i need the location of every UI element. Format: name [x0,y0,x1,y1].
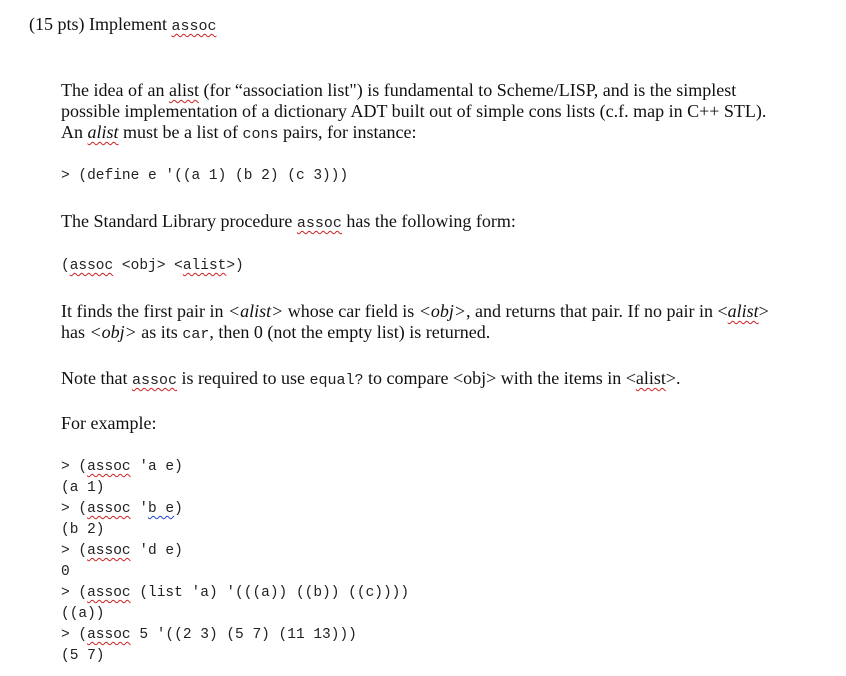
stdlib-paragraph [61,211,781,234]
note-text-4: >. [665,368,681,388]
example-line-10: (5 7) [61,648,105,664]
alist-term: alist [168,80,199,100]
note-alist: alist [635,368,666,388]
form-assoc: assoc [69,258,114,274]
behavior-paragraph [61,301,781,345]
obj-placeholder-2: <obj> [89,322,137,342]
form-close: >) [226,258,244,274]
example-line-7: > (assoc (list 'a) '(((a)) ((b)) ((c)))) [61,585,410,601]
intro-paragraph [61,80,781,145]
title-prefix: (15 pts) Implement [29,14,172,34]
intro-text-3: must be a list of [118,122,243,142]
define-example-code: > (define e '((a 1) (b 2) (c 3))) [61,168,349,184]
form-mid: <obj> < [113,258,183,274]
example-line-1: > (assoc 'a e) [61,459,183,475]
behavior-text-5: as its [136,322,183,342]
intro-text-1: The idea of an [61,80,169,100]
equality-note-paragraph [61,368,781,391]
alist-placeholder-2: alist [727,301,759,321]
note-text-3: to compare <obj> with the items in < [363,368,636,388]
intro-text-2: (for “association list") is fundamental to Scheme/LISP, and is the simplest possible implementation of a dictionary ADT built out of simple cons lists (c.f. map in C++ STL). An [61,80,767,142]
cons-keyword: cons [242,126,279,143]
problem-title [29,14,217,37]
intro-text-4: pairs, for instance: [278,122,417,142]
behavior-text-3: , and returns that pair. If no pair in [466,301,718,321]
example-line-6: 0 [61,564,70,580]
form-open: ( [61,258,70,274]
behavior-text-4: has [61,322,90,342]
note-text-2: is required to use [177,368,310,388]
alist-placeholder: <alist> [227,301,284,321]
note-assoc-keyword: assoc [131,372,177,389]
behavior-text-1: It finds the first pair in [61,301,228,321]
assoc-form-code [61,256,244,277]
car-keyword: car [182,326,210,343]
note-text-1: Note that [61,368,132,388]
form-alist: alist [182,258,227,274]
alist-close: > [758,301,769,321]
obj-placeholder: <obj> [418,301,467,321]
stdlib-text-2: has the following form: [341,211,516,231]
title-procedure-name: assoc [171,18,217,35]
example-line-9: > (assoc 5 '((2 3) (5 7) (11 13))) [61,627,357,643]
behavior-text-6: , then 0 (not the empty list) is returned. [209,322,491,342]
example-line-8: ((a)) [61,606,105,622]
example-code-block [61,457,409,667]
alist-term-italic: alist [87,122,119,142]
for-example-heading: For example: [61,413,157,433]
equal-keyword: equal? [309,372,364,389]
behavior-text-2: whose car field is [283,301,419,321]
example-line-5: > (assoc 'd e) [61,543,183,559]
alist-open: < [717,301,728,321]
example-line-3: > (assoc 'b e) [61,501,183,517]
stdlib-text-1: The Standard Library procedure [61,211,297,231]
example-line-4: (b 2) [61,522,105,538]
example-line-2: (a 1) [61,480,105,496]
assoc-keyword: assoc [296,215,342,232]
